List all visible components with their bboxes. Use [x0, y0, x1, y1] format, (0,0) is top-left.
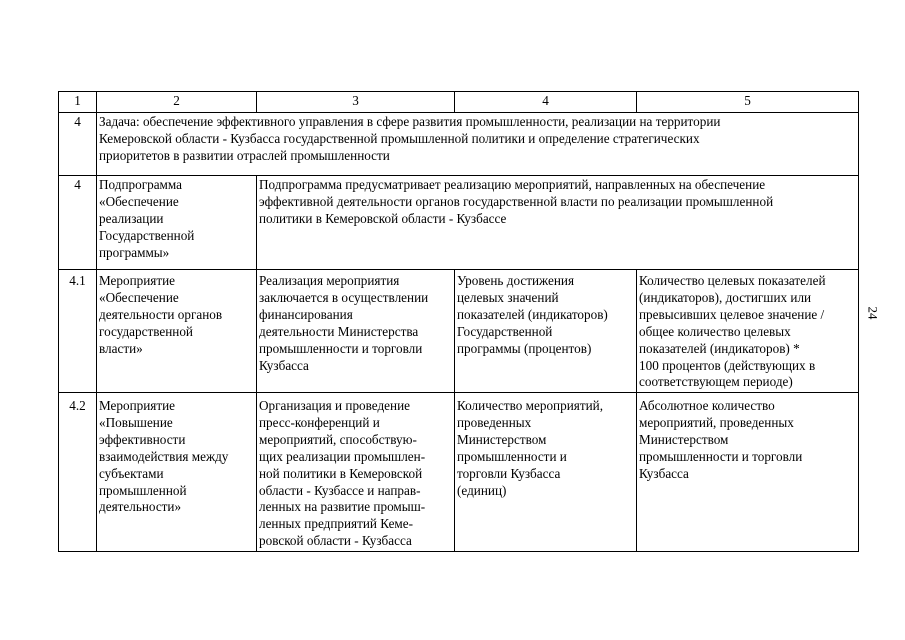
activity-name-line: деятельности»	[99, 499, 182, 515]
activity-description-line: пресс-конференций и	[259, 414, 380, 430]
calculation-method	[637, 393, 859, 552]
subprogram-desc-line: эффективной деятельности органов государственной власти по реализации промышленной	[259, 193, 774, 209]
activity-description-line: ленных предприятий Кеме-	[259, 516, 414, 532]
page-number: 24	[865, 306, 881, 320]
calculation-method-line: показателей (индикаторов) *	[639, 340, 800, 356]
header-row	[59, 92, 859, 113]
indicator-name-line: промышленности и	[457, 448, 567, 464]
header-cell-3: 3	[257, 92, 455, 113]
activity-description-line: деятельности Министерства	[259, 323, 419, 339]
activity-description-line: ной политики в Кемеровской	[259, 465, 423, 481]
activity-description-line: финансирования	[259, 306, 353, 322]
calculation-method-line: 100 процентов (действующих в	[639, 357, 816, 373]
task-row	[59, 113, 859, 176]
subprogram-desc-line: политики в Кемеровской области - Кузбассе	[259, 210, 507, 226]
indicator-name-line: торговли Кузбасса	[457, 465, 561, 481]
activity-description-line: мероприятий, способствую-	[259, 431, 417, 447]
task-line: приоритетов в развитии отраслей промышленности	[99, 147, 390, 163]
activity-name-line: «Обеспечение	[99, 289, 179, 305]
calculation-method-line: Кузбасса	[639, 465, 689, 481]
subprogram-name-line: Подпрограмма	[99, 177, 183, 192]
indicator-name-line: целевых значений	[457, 289, 559, 305]
activity-description	[257, 270, 455, 393]
activity-name-line: субъектами	[99, 465, 164, 481]
calculation-method-line: превысивших целевое значение /	[639, 306, 825, 322]
indicator-name-line: программы (процентов)	[457, 340, 592, 356]
row-number: 4.1	[59, 270, 97, 393]
calculation-method-line: (индикаторов), достигших или	[639, 289, 812, 305]
activity-description	[257, 393, 455, 552]
activity-name-line: Мероприятие	[99, 273, 176, 288]
header-cell-4: 4	[455, 92, 637, 113]
activity-name	[97, 393, 257, 552]
indicator-name-line: Министерством	[457, 431, 547, 447]
subprogram-row	[59, 176, 859, 270]
calculation-method-line: общее количество целевых	[639, 323, 791, 339]
header-cell-1: 1	[59, 92, 97, 113]
activity-name-line: государственной	[99, 323, 193, 339]
activity-description-line: Организация и проведение	[259, 398, 410, 413]
header-cell-5: 5	[637, 92, 859, 113]
activity-description-line: ленных на развитие промыш-	[259, 499, 426, 515]
activity-name-line: взаимодействия между	[99, 448, 229, 464]
activity-description-line: заключается в осуществлении	[259, 289, 429, 305]
task-line: Кемеровской области - Кузбасса государственной промышленной политики и определение стратегических	[99, 130, 700, 146]
activity-name-line: деятельности органов	[99, 306, 223, 322]
indicator-name-line: Государственной	[457, 323, 553, 339]
subprogram-desc-line: Подпрограмма предусматривает реализацию мероприятий, направленных на обеспечение	[259, 177, 766, 192]
activity-name	[97, 270, 257, 393]
activity-name-line: Мероприятие	[99, 398, 176, 413]
activity-description-line: промышленности и торговли	[259, 340, 423, 356]
indicator-name	[455, 393, 637, 552]
activity-description-line: Кузбасса	[259, 357, 309, 373]
activity-name-line: «Повышение	[99, 414, 173, 430]
subprogram-name-line: реализации	[99, 210, 164, 226]
activity-description-line: щих реализации промышлен-	[259, 448, 426, 464]
calculation-method-line: Министерством	[639, 431, 729, 447]
subprogram-name-line: Государственной	[99, 227, 195, 243]
indicator-name-line: Количество мероприятий,	[457, 398, 603, 413]
calculation-method-line: Абсолютное количество	[639, 398, 775, 413]
activity-name-line: власти»	[99, 340, 143, 356]
activity-description-line: Реализация мероприятия	[259, 273, 400, 288]
header-cell-2: 2	[97, 92, 257, 113]
table-row	[59, 270, 859, 393]
table-row	[59, 393, 859, 552]
indicator-name-line: Уровень достижения	[457, 273, 575, 288]
indicator-name-line: показателей (индикаторов)	[457, 306, 608, 322]
calculation-method-line: Количество целевых показателей	[639, 273, 826, 288]
task-number: 4	[59, 113, 97, 176]
calculation-method	[637, 270, 859, 393]
subprogram-name-line: программы»	[99, 244, 170, 260]
task-line: Задача: обеспечение эффективного управления в сфере развития промышленности, реализации на территории	[99, 114, 721, 129]
indicator-name	[455, 270, 637, 393]
subprogram-name	[97, 176, 257, 270]
task-text	[97, 113, 859, 176]
activity-description-line: ровской области - Кузбасса	[259, 533, 412, 549]
subprogram-number: 4	[59, 176, 97, 270]
indicator-name-line: (единиц)	[457, 482, 507, 498]
activity-name-line: эффективности	[99, 431, 186, 447]
calculation-method-line: соответствующем периоде)	[639, 374, 793, 390]
calculation-method-line: мероприятий, проведенных	[639, 414, 794, 430]
indicator-name-line: проведенных	[457, 414, 532, 430]
activity-description-line: области - Кузбассе и направ-	[259, 482, 421, 498]
row-number: 4.2	[59, 393, 97, 552]
subprogram-name-line: «Обеспечение	[99, 193, 179, 209]
indicators-table	[58, 91, 859, 552]
calculation-method-line: промышленности и торговли	[639, 448, 803, 464]
subprogram-description	[257, 176, 859, 270]
activity-name-line: промышленной	[99, 482, 187, 498]
